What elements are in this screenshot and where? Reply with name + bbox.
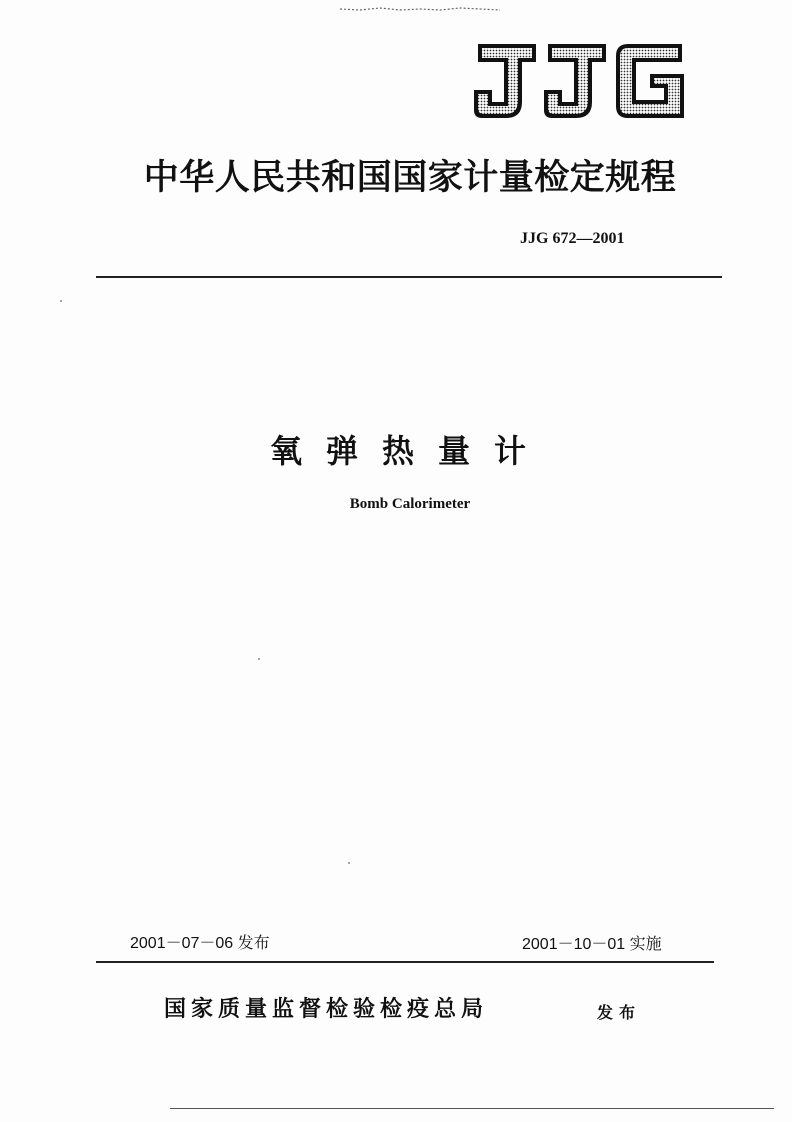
document-title: 氧弹热量计	[269, 432, 550, 470]
issuer-suffix: 发布	[597, 1003, 642, 1022]
publish-date: 2001－07－06 发布	[130, 935, 270, 952]
footer-line	[170, 1108, 774, 1109]
jjg-logo	[474, 40, 686, 122]
scan-speck	[60, 300, 62, 302]
document-subtitle: Bomb Calorimeter	[349, 496, 471, 512]
standard-number: JJG 672—2001	[520, 230, 625, 247]
bottom-divider	[96, 961, 714, 963]
scan-speck	[258, 658, 260, 660]
issuing-authority: 国家质量监督检验检疫总局	[164, 997, 489, 1022]
scan-speck	[348, 862, 350, 864]
main-title: 中华人民共和国国家计量检定规程	[143, 158, 677, 198]
effective-date: 2001－10－01 实施	[522, 936, 662, 953]
top-divider	[96, 276, 722, 278]
scan-artifact	[340, 6, 500, 12]
